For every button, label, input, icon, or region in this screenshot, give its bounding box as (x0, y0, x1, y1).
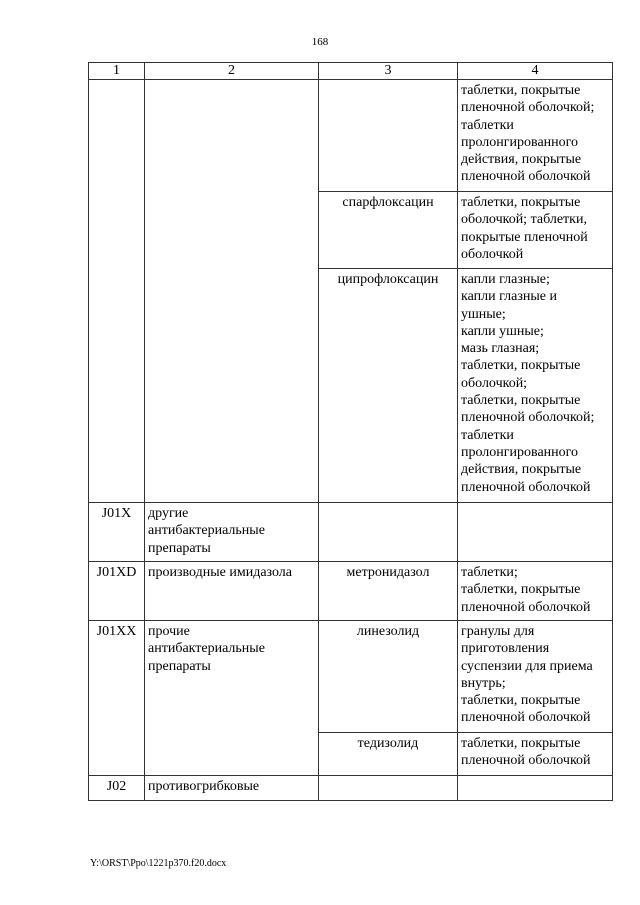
drug-name-cell (319, 80, 458, 192)
group-cell: противогрибковые (145, 776, 319, 801)
header-col-4: 4 (458, 63, 613, 80)
dosage-form-cell (458, 776, 613, 801)
dosage-form-cell: таблетки, покрытые пленочной оболочкой; таблетки пролонгированного действия, покрытые пленочной оболочкой (458, 80, 613, 192)
table-header-row (89, 63, 613, 80)
dosage-form-cell: капли глазные; капли глазные и ушные; капли ушные; мазь глазная; таблетки, покрытые оболочкой; таблетки, покрытые пленочной оболочкой; таблетки пролонгированного действия, покрытые пленочной оболочкой (458, 269, 613, 503)
drug-name-cell (319, 503, 458, 562)
dosage-form-cell: таблетки, покрытые оболочкой; таблетки, покрытые пленочной оболочкой (458, 192, 613, 269)
drug-name-cell: линезолид (319, 621, 458, 733)
drug-name-cell: тедизолид (319, 733, 458, 776)
drug-name-cell (319, 776, 458, 801)
dosage-form-cell: таблетки; таблетки, покрытые пленочной оболочкой (458, 562, 613, 621)
header-col-1: 1 (89, 63, 145, 80)
table-row (89, 562, 613, 621)
group-cell: прочие антибактериальные препараты (145, 621, 319, 776)
dosage-form-cell: таблетки, покрытые пленочной оболочкой (458, 733, 613, 776)
table-row (89, 503, 613, 562)
atc-code-cell: J01XX (89, 621, 145, 776)
header-col-2: 2 (145, 63, 319, 80)
drug-name-cell: метронидазол (319, 562, 458, 621)
atc-code-cell: J01X (89, 503, 145, 562)
group-cell: другие антибактериальные препараты (145, 503, 319, 562)
table-row (89, 621, 613, 733)
atc-code-cell: J01XD (89, 562, 145, 621)
drug-name-cell: спарфлоксацин (319, 192, 458, 269)
table-row (89, 80, 613, 192)
drug-table (88, 62, 613, 801)
drug-name-cell: ципрофлоксацин (319, 269, 458, 503)
atc-code-cell: J02 (89, 776, 145, 801)
table-row (89, 776, 613, 801)
group-cell (145, 80, 319, 503)
page-number: 168 (311, 36, 329, 48)
code-cell (89, 80, 145, 503)
dosage-form-cell (458, 503, 613, 562)
dosage-form-cell: гранулы для приготовления суспензии для приема внутрь; таблетки, покрытые пленочной оболочкой (458, 621, 613, 733)
header-col-3: 3 (319, 63, 458, 80)
file-path-footer: Y:\ORST\Ppo\1221p370.f20.docx (90, 858, 227, 869)
group-cell: производные имидазола (145, 562, 319, 621)
